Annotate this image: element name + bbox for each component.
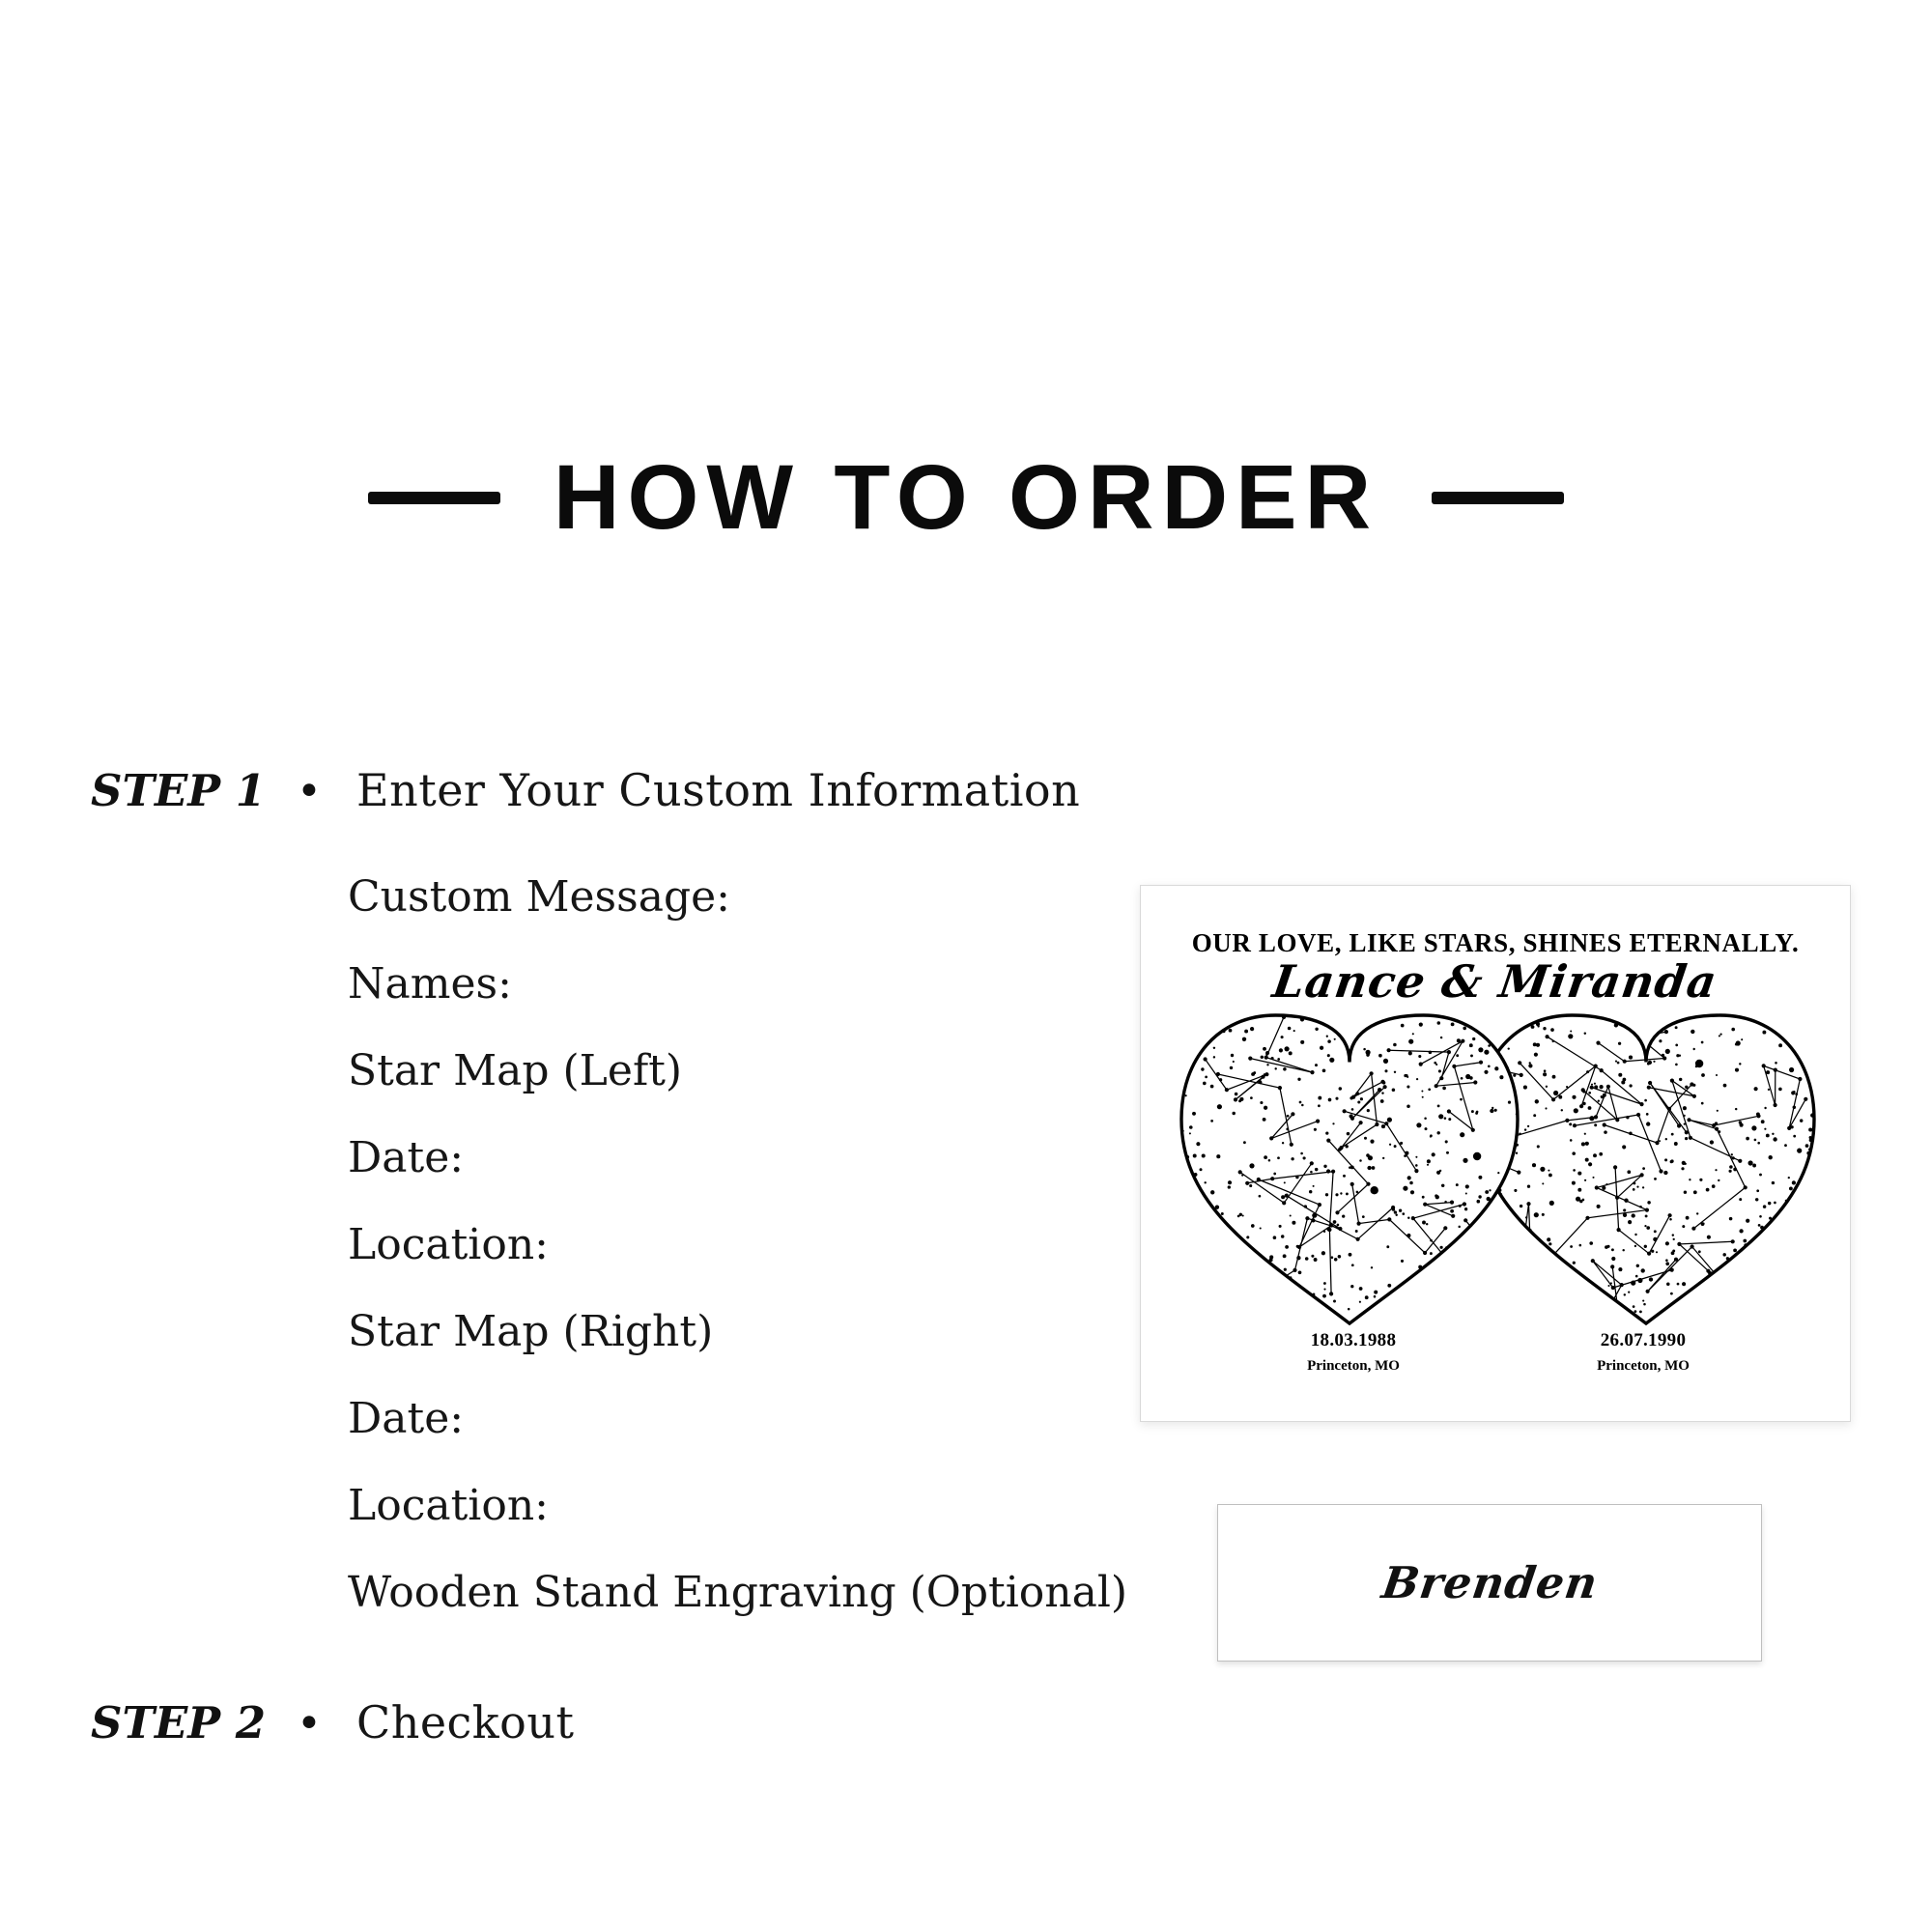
star-map-preview-card [1140, 885, 1851, 1422]
custom-fields-list [348, 871, 1127, 1654]
step-2-heading: Checkout [356, 1696, 575, 1748]
field-date-left: Date: [348, 1133, 465, 1182]
wooden-stand-engraving-box [1217, 1504, 1762, 1662]
step-1-bullet-icon: • [297, 767, 322, 816]
right-map-caption [1527, 1330, 1759, 1375]
field-star-map-right: Star Map (Right) [348, 1307, 714, 1356]
field-star-map-left: Star Map (Left) [348, 1046, 683, 1095]
page-title: HOW TO ORDER [553, 446, 1379, 549]
field-location-left: Location: [348, 1220, 549, 1269]
right-map-date: 26.07.1990 [1600, 1330, 1687, 1350]
engraving-name: Brenden [1378, 1557, 1602, 1608]
left-map-caption [1237, 1330, 1469, 1375]
preview-names-row [1141, 955, 1850, 1008]
field-custom-message: Custom Message: [348, 872, 730, 922]
page-title-row [0, 446, 1932, 549]
step-1-heading: Enter Your Custom Information [356, 764, 1081, 816]
field-location-right: Location: [348, 1481, 549, 1530]
step-2-label: STEP 2 [91, 1697, 267, 1748]
step-2-bullet-icon: • [297, 1699, 322, 1748]
preview-quote: OUR LOVE, LIKE STARS, SHINES ETERNALLY. [1191, 928, 1800, 957]
preview-names: Lance & Miranda [1269, 955, 1721, 1008]
title-left-dash [368, 492, 500, 504]
title-right-dash [1432, 492, 1564, 504]
field-date-right: Date: [348, 1394, 465, 1443]
left-map-location: Princeton, MO [1307, 1358, 1400, 1374]
step-1-label: STEP 1 [91, 765, 267, 816]
step-1-row [91, 764, 1080, 816]
left-map-date: 18.03.1988 [1310, 1330, 1397, 1350]
field-wooden-stand-engraving: Wooden Stand Engraving (Optional) [348, 1568, 1128, 1617]
step-2-row [91, 1696, 575, 1748]
field-names: Names: [348, 959, 512, 1009]
right-map-location: Princeton, MO [1597, 1358, 1690, 1374]
